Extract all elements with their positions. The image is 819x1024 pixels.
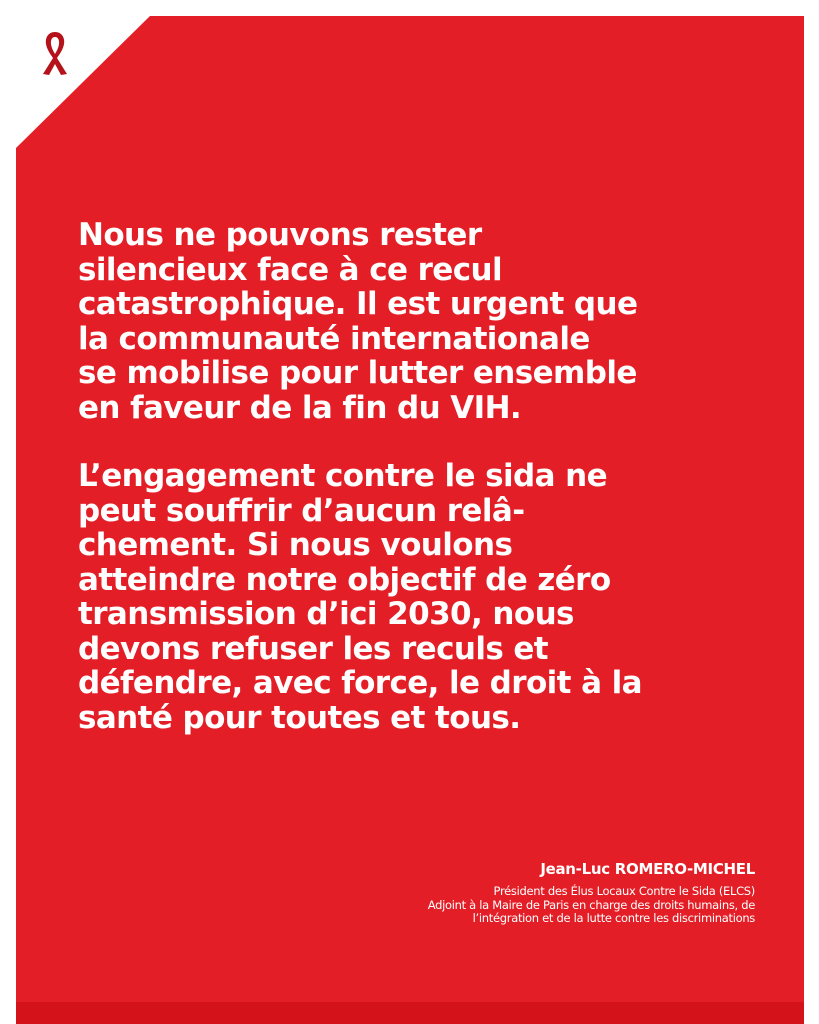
signature-name: Jean-Luc ROMERO-MICHEL bbox=[540, 860, 755, 878]
quote-paragraph-1: Nous ne pouvons rester silencieux face à ce recul catastrophique. Il est urgent que la communauté internationale se mobilise pour lutter ensemble en faveur de la fin du VIH. bbox=[78, 217, 638, 426]
bottom-band bbox=[16, 1002, 804, 1024]
signature-role: Président des Élus Locaux Contre le Sida (ELCS) Adjoint à la Maire de Paris en charge des droits humains, de l’intégration et de la lutte contre les discriminations bbox=[427, 884, 755, 925]
red-ribbon-icon bbox=[38, 30, 72, 76]
quote-text bbox=[78, 218, 768, 735]
signature-block bbox=[235, 858, 755, 926]
quote-paragraph-2: L’engagement contre le sida ne peut souffrir d’aucun relâ- chement. Si nous voulons atteindre notre objectif de zéro transmission d’ici 2030, nous devons refuser les reculs et défendre, avec force, le droit à la santé pour toutes et tous. bbox=[78, 458, 642, 736]
